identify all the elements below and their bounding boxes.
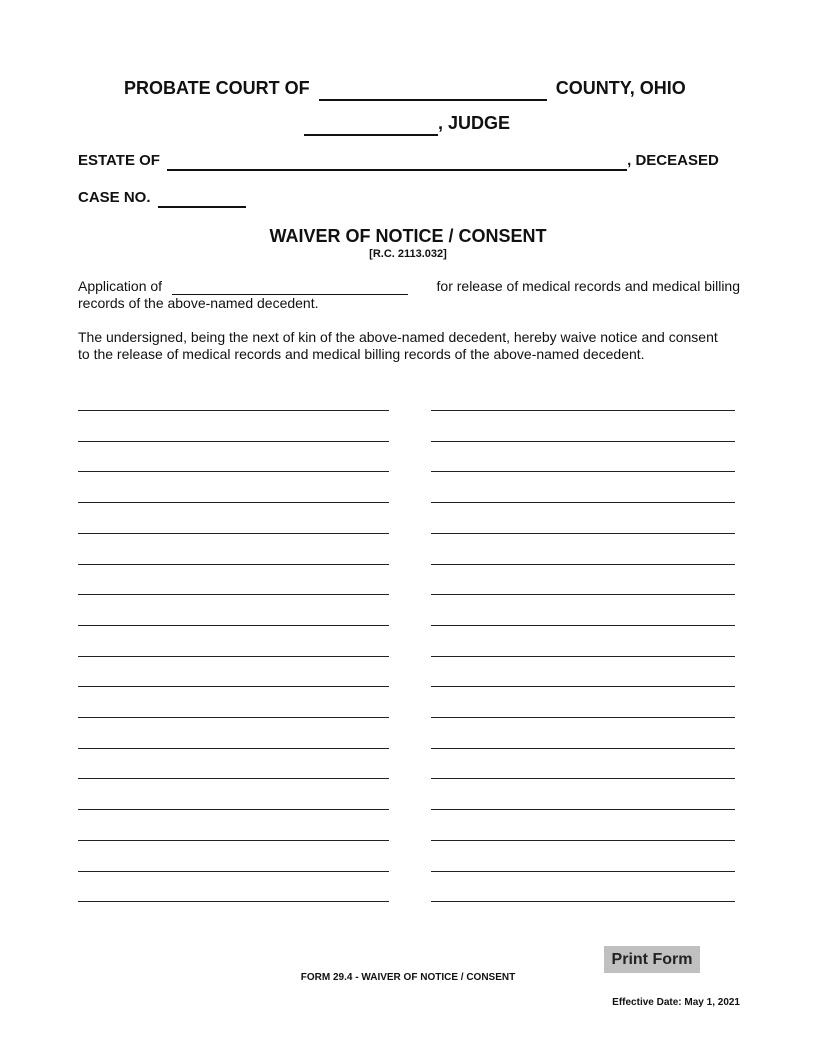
application-line-2: records of the above-named decedent. xyxy=(78,295,319,311)
signature-line-left[interactable] xyxy=(78,564,389,565)
court-line xyxy=(124,78,686,101)
signature-line-right[interactable] xyxy=(431,871,735,872)
case-label: CASE NO. xyxy=(78,189,151,206)
application-line xyxy=(78,278,740,295)
signature-line-right[interactable] xyxy=(431,625,735,626)
signature-line-left[interactable] xyxy=(78,441,389,442)
case-line xyxy=(78,189,246,208)
signature-line-right[interactable] xyxy=(431,502,735,503)
signature-line-right[interactable] xyxy=(431,410,735,411)
form-title: WAIVER OF NOTICE / CONSENT xyxy=(269,226,547,246)
signature-line-left[interactable] xyxy=(78,809,389,810)
signature-line-left[interactable] xyxy=(78,686,389,687)
signature-line-left[interactable] xyxy=(78,533,389,534)
signature-line-left[interactable] xyxy=(78,778,389,779)
signature-line-left[interactable] xyxy=(78,471,389,472)
estate-line xyxy=(78,152,719,171)
court-prefix: PROBATE COURT OF xyxy=(124,78,310,98)
judge-suffix: , JUDGE xyxy=(438,113,511,133)
signature-line-left[interactable] xyxy=(78,717,389,718)
statute-reference: [R.C. 2113.032] xyxy=(369,248,447,260)
decedent-name-field[interactable] xyxy=(167,152,627,171)
signature-line-right[interactable] xyxy=(431,471,735,472)
signature-line-left[interactable] xyxy=(78,625,389,626)
effective-date: Effective Date: May 1, 2021 xyxy=(612,997,740,1008)
signature-line-right[interactable] xyxy=(431,717,735,718)
signature-line-right[interactable] xyxy=(431,533,735,534)
signature-line-right[interactable] xyxy=(431,748,735,749)
signature-line-left[interactable] xyxy=(78,871,389,872)
signature-line-left[interactable] xyxy=(78,410,389,411)
consent-line-1: The undersigned, being the next of kin of the above-named decedent, hereby waive notice and consent xyxy=(78,329,718,345)
signature-line-right[interactable] xyxy=(431,594,735,595)
form-id: FORM 29.4 - WAIVER OF NOTICE / CONSENT xyxy=(300,972,516,983)
signature-line-left[interactable] xyxy=(78,656,389,657)
signature-line-right[interactable] xyxy=(431,686,735,687)
judge-line xyxy=(304,113,510,136)
applicant-name-field[interactable] xyxy=(172,278,408,295)
signature-line-left[interactable] xyxy=(78,502,389,503)
estate-prefix: ESTATE OF xyxy=(78,152,160,169)
print-form-button[interactable]: Print Form xyxy=(604,946,700,973)
signature-line-right[interactable] xyxy=(431,901,735,902)
signature-line-right[interactable] xyxy=(431,809,735,810)
case-number-field[interactable] xyxy=(158,189,246,208)
county-name-field[interactable] xyxy=(319,78,547,101)
signature-line-right[interactable] xyxy=(431,840,735,841)
estate-suffix: , DECEASED xyxy=(627,152,719,169)
signature-line-right[interactable] xyxy=(431,441,735,442)
signature-line-left[interactable] xyxy=(78,594,389,595)
signature-line-left[interactable] xyxy=(78,840,389,841)
signature-line-left[interactable] xyxy=(78,748,389,749)
judge-name-field[interactable] xyxy=(304,113,438,136)
signature-line-right[interactable] xyxy=(431,656,735,657)
consent-line-2: to the release of medical records and medical billing records of the above-named decedent. xyxy=(78,346,645,362)
signature-line-right[interactable] xyxy=(431,778,735,779)
application-prefix: Application of xyxy=(78,278,163,294)
signature-line-left[interactable] xyxy=(78,901,389,902)
county-suffix: COUNTY, OHIO xyxy=(555,78,686,98)
application-suffix: for release of medical records and medical billing xyxy=(436,278,740,294)
signature-line-right[interactable] xyxy=(431,564,735,565)
